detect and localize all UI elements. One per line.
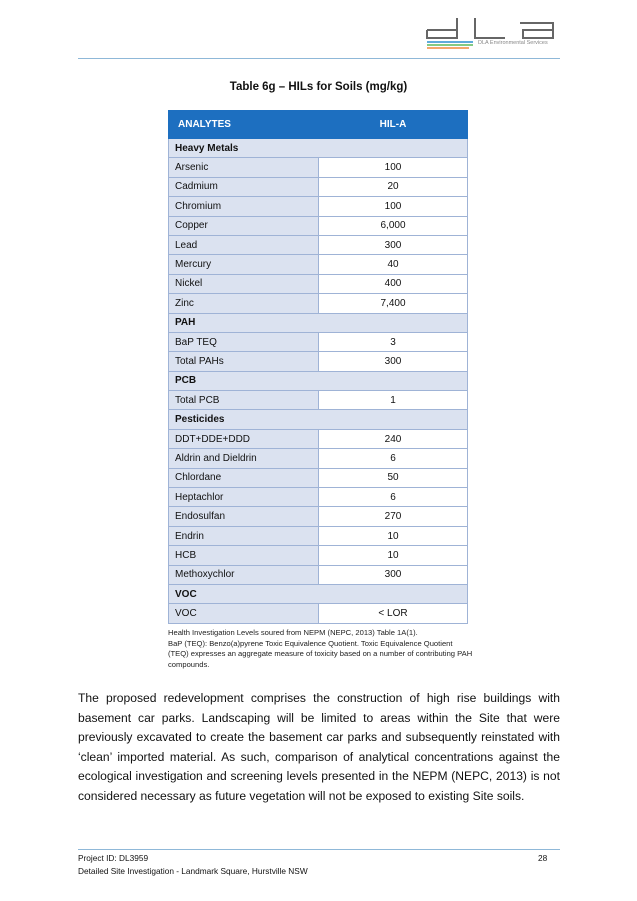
table-title: Table 6g – HILs for Soils (mg/kg) (229, 81, 408, 93)
analyte-name: Nickel (169, 274, 319, 293)
table-header-row (169, 111, 468, 139)
table-row (169, 449, 468, 468)
hil-value: 400 (319, 274, 468, 293)
hil-value: 240 (319, 429, 468, 448)
header-rule (78, 58, 560, 59)
body-paragraph: The proposed redevelopment comprises the construction of high rise buildings with basement car parks. Landscaping will be limited to areas within the Site that were previously excavated to create the basement car parks and subsequently reinstated with ‘clean’ imported material. As such, comparison of analytical concentrations against the ecological investigation and screening levels presented in the NEPM (NEPC, 2013) is not considered necessary as future vegetation will not be exposed to existing Site soils. (78, 691, 560, 803)
analyte-name: VOC (169, 604, 319, 623)
group-name: PCB (169, 371, 468, 390)
analyte-name: Total PAHs (169, 352, 319, 371)
note: Health Investigation Levels soured from NEPM (NEPC, 2013) Table 1A(1). (168, 628, 418, 637)
analyte-name: Endrin (169, 526, 319, 545)
hil-value: 6 (319, 488, 468, 507)
analyte-name: Lead (169, 235, 319, 254)
hil-table (168, 110, 468, 624)
table-row (169, 197, 468, 216)
table-row (169, 158, 468, 177)
hil-value: 300 (319, 235, 468, 254)
table-row (169, 352, 468, 371)
page-number: 28 (538, 853, 548, 863)
hil-value: 270 (319, 507, 468, 526)
table-row (169, 294, 468, 313)
table-row (169, 274, 468, 293)
hil-value: 3 (319, 332, 468, 351)
analyte-name: Arsenic (169, 158, 319, 177)
table-row (169, 255, 468, 274)
analyte-name: Chromium (169, 197, 319, 216)
table-row (169, 216, 468, 235)
analyte-name: Aldrin and Dieldrin (169, 449, 319, 468)
table-row (169, 429, 468, 448)
table-group-row (169, 371, 468, 390)
table-row (169, 177, 468, 196)
analyte-name: Chlordane (169, 468, 319, 487)
hil-value: 10 (319, 526, 468, 545)
analyte-name: Total PCB (169, 391, 319, 410)
hil-value: 6 (319, 449, 468, 468)
analyte-name: HCB (169, 546, 319, 565)
table-row (169, 235, 468, 254)
hil-value: 40 (319, 255, 468, 274)
table-row (169, 507, 468, 526)
column-header-hil-a: HIL-A (319, 111, 468, 139)
hil-value: 7,400 (319, 294, 468, 313)
table-group-row (169, 410, 468, 429)
analyte-name: BaP TEQ (169, 332, 319, 351)
column-header-analytes: ANALYTES (169, 111, 319, 139)
table-row (169, 565, 468, 584)
hil-value: 50 (319, 468, 468, 487)
hil-value: 6,000 (319, 216, 468, 235)
analyte-name: Endosulfan (169, 507, 319, 526)
analyte-name: Copper (169, 216, 319, 235)
table-row (169, 546, 468, 565)
hil-value: 100 (319, 197, 468, 216)
analyte-name: DDT+DDE+DDD (169, 429, 319, 448)
hil-value: 100 (319, 158, 468, 177)
hil-value: 300 (319, 565, 468, 584)
analyte-name: Cadmium (169, 177, 319, 196)
footer-project-id: Project ID: DL3959 (78, 853, 149, 863)
table-group-row (169, 313, 468, 332)
hil-value: < LOR (319, 604, 468, 623)
group-name: VOC (169, 584, 468, 603)
hil-value: 300 (319, 352, 468, 371)
table-group-row (169, 584, 468, 603)
analyte-name: Methoxychlor (169, 565, 319, 584)
analyte-name: Zinc (169, 294, 319, 313)
table-group-row (169, 139, 468, 158)
table-row (169, 604, 468, 623)
note: BaP (TEQ): Benzo(a)pyrene Toxic Equivalence Quotient. Toxic Equivalence Quotient (TEQ) expresses an aggregate measure of toxicity based on a number of contributing PAH compounds. (168, 638, 473, 669)
analyte-name: Heptachlor (169, 488, 319, 507)
dla-logo (425, 18, 560, 58)
group-name: Pesticides (169, 410, 468, 429)
table-row (169, 391, 468, 410)
footer-doc-title: Detailed Site Investigation - Landmark Square, Hurstville NSW (78, 866, 308, 876)
footer-rule (78, 849, 560, 850)
hil-value: 1 (319, 391, 468, 410)
table-row (169, 468, 468, 487)
table-row (169, 526, 468, 545)
hil-value: 20 (319, 177, 468, 196)
table-notes (168, 628, 473, 670)
analyte-name: Mercury (169, 255, 319, 274)
group-name: Heavy Metals (169, 139, 468, 158)
table-row (169, 488, 468, 507)
logo-text: DLA Environmental Services (478, 40, 548, 46)
table-row (169, 332, 468, 351)
hil-value: 10 (319, 546, 468, 565)
group-name: PAH (169, 313, 468, 332)
